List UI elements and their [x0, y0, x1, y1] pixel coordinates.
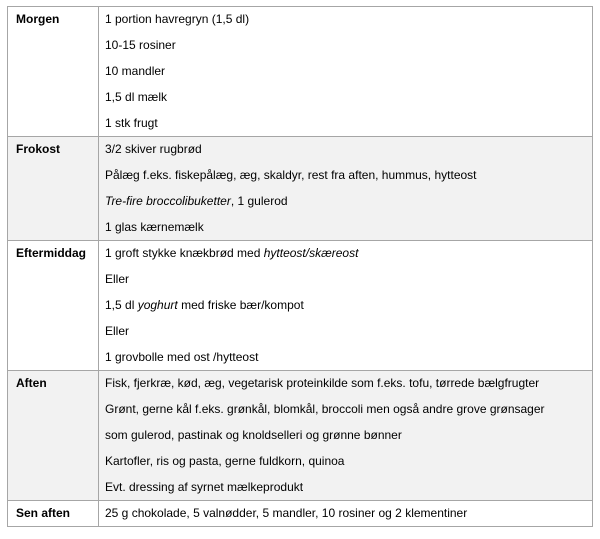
item-text: Grønt, gerne kål f.eks. grønkål, blomkål, broccoli men også andre grove grønsager [105, 402, 545, 416]
meal-item-line [99, 110, 592, 136]
meal-item-line [99, 344, 592, 370]
item-text: 1 grovbolle med ost /hytteost [105, 350, 259, 364]
item-text: 1,5 dl [105, 298, 138, 312]
meal-plan-body [8, 7, 593, 527]
meal-item-line [99, 501, 592, 526]
item-text: 3/2 skiver rugbrød [105, 142, 202, 156]
meal-items [99, 241, 593, 371]
meal-label: Frokost [8, 137, 99, 241]
item-text: Fisk, fjerkræ, kød, æg, vegetarisk proteinkilde som f.eks. tofu, tørrede bælgfrugter [105, 376, 540, 390]
meal-label: Aften [8, 371, 99, 501]
meal-row [8, 501, 593, 527]
item-text: Pålæg f.eks. fiskepålæg, æg, skaldyr, rest fra aften, hummus, hytteost [105, 168, 477, 182]
meal-items [99, 371, 593, 501]
item-text: 10 mandler [105, 64, 166, 78]
item-text: Eller [105, 324, 130, 338]
italic-text: yoghurt [137, 298, 178, 312]
meal-item-line [99, 241, 592, 266]
meal-item-line [99, 137, 592, 162]
item-text: Eller [105, 272, 130, 286]
item-text: 1,5 dl mælk [105, 90, 168, 104]
meal-items [99, 501, 593, 527]
meal-item-line [99, 318, 592, 344]
meal-item-line [99, 396, 592, 422]
meal-item-line [99, 84, 592, 110]
meal-item-line [99, 474, 592, 500]
item-text: Kartofler, ris og pasta, gerne fuldkorn, quinoa [105, 454, 345, 468]
item-text: med friske bær/kompot [177, 298, 304, 312]
item-text: 1 glas kærnemælk [105, 220, 204, 234]
meal-label: Morgen [8, 7, 99, 137]
meal-item-line [99, 292, 592, 318]
meal-item-line [99, 58, 592, 84]
meal-row [8, 7, 593, 137]
meal-items [99, 137, 593, 241]
meal-item-line [99, 188, 592, 214]
meal-item-line [99, 7, 592, 32]
item-text: som gulerod, pastinak og knoldselleri og grønne bønner [105, 428, 402, 442]
meal-item-line [99, 32, 592, 58]
meal-label: Sen aften [8, 501, 99, 527]
italic-text: hytteost/skæreost [263, 246, 359, 260]
item-text: Evt. dressing af syrnet mælkeprodukt [105, 480, 304, 494]
item-text: 1 portion havregryn (1,5 dl) [105, 12, 250, 26]
meal-item-line [99, 162, 592, 188]
meal-item-line [99, 448, 592, 474]
meal-row [8, 371, 593, 501]
meal-item-line [99, 214, 592, 240]
item-text: 1 stk frugt [105, 116, 158, 130]
meal-plan-table [7, 6, 593, 527]
italic-text: Tre-fire broccolibuketter [105, 194, 231, 208]
meal-item-line [99, 422, 592, 448]
meal-label: Eftermiddag [8, 241, 99, 371]
item-text: 1 groft stykke knækbrød med [105, 246, 264, 260]
item-text: 25 g chokolade, 5 valnødder, 5 mandler, 10 rosiner og 2 klementiner [105, 506, 468, 520]
meal-row [8, 137, 593, 241]
item-text: , 1 gulerod [230, 194, 288, 208]
meal-row [8, 241, 593, 371]
item-text: 10-15 rosiner [105, 38, 176, 52]
meal-item-line [99, 371, 592, 396]
meal-items [99, 7, 593, 137]
meal-item-line [99, 266, 592, 292]
